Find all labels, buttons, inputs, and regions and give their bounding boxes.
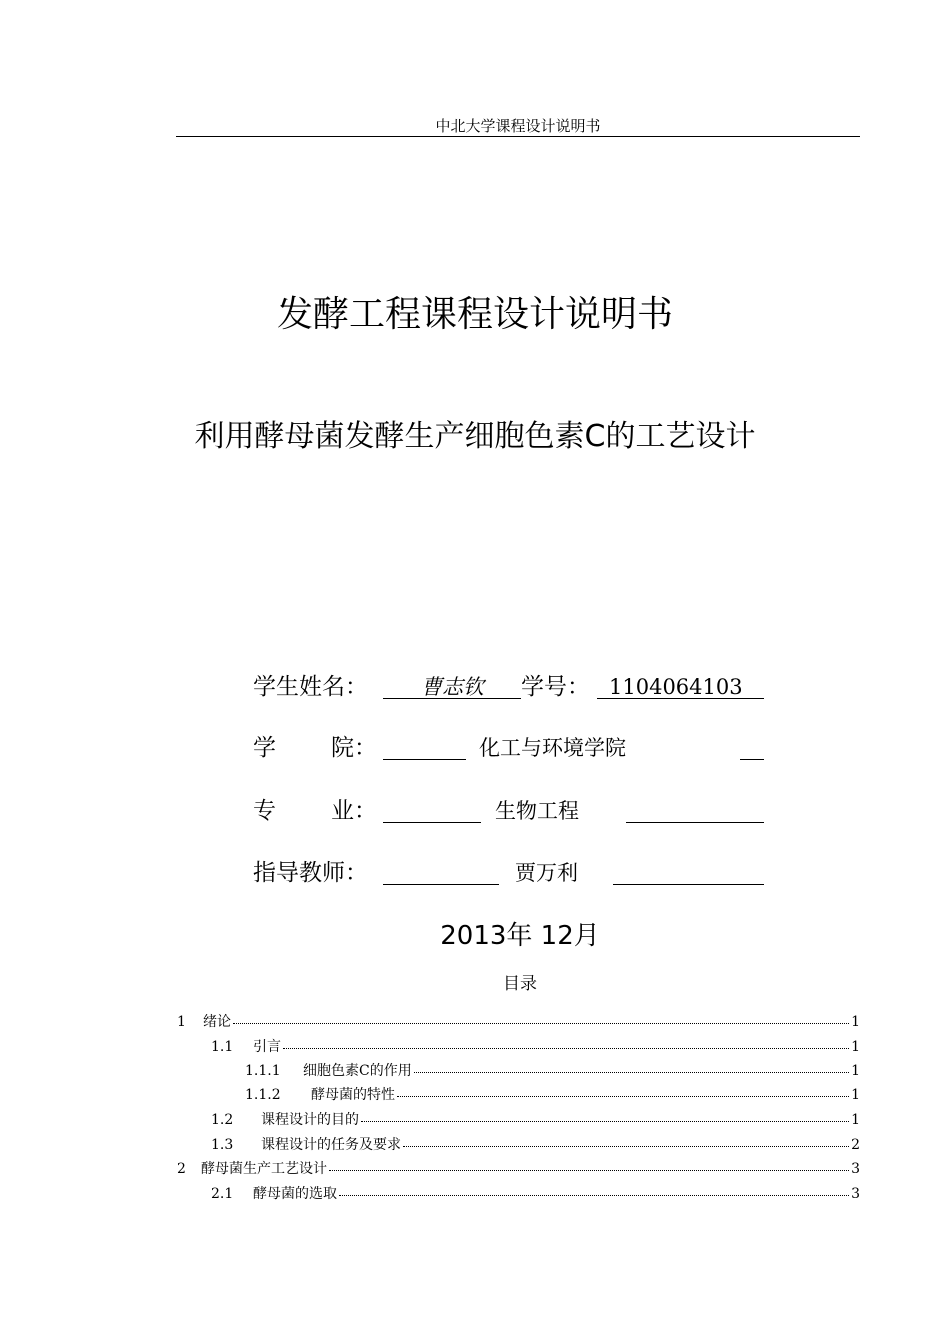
advisor-row <box>253 857 773 889</box>
toc-entry-number: 2.1 <box>211 1186 234 1202</box>
toc-entry-page: 1 <box>851 1014 860 1030</box>
college-row <box>253 732 773 764</box>
toc-entry-number: 1.1.2 <box>245 1087 281 1103</box>
toc-entry-number: 2 <box>177 1161 186 1177</box>
running-header: 中北大学课程设计说明书 <box>435 117 601 135</box>
major-blank-right <box>626 795 764 823</box>
toc-leader <box>414 1058 849 1073</box>
college-label-second: 院： <box>331 735 377 761</box>
toc-entry-text: 细胞色素C的作用 <box>303 1063 412 1079</box>
toc-entry[interactable] <box>245 1059 860 1083</box>
major-row <box>253 795 773 827</box>
toc-entry[interactable] <box>177 1157 860 1181</box>
toc-entry-number: 1.1.1 <box>245 1063 281 1079</box>
toc-leader <box>339 1181 849 1196</box>
toc-leader <box>329 1156 849 1171</box>
toc-entry-page: 3 <box>851 1186 860 1202</box>
toc-entry-page: 1 <box>851 1112 860 1128</box>
advisor-label: 指导教师： <box>253 860 368 886</box>
major-value: 生物工程 <box>495 799 579 823</box>
student-id-label: 学号： <box>521 674 590 700</box>
toc-entry-number: 1.1 <box>211 1039 234 1055</box>
toc-leader <box>403 1132 849 1147</box>
toc-entry-text: 酵母菌生产工艺设计 <box>201 1161 327 1177</box>
document-subtitle: 利用酵母菌发酵生产细胞色素C的工艺设计 <box>194 419 756 454</box>
major-label-first: 专 <box>253 798 276 824</box>
college-blank-left <box>383 732 466 760</box>
document-title: 发酵工程课程设计说明书 <box>276 294 673 335</box>
toc-entry-text: 酵母菌的特性 <box>311 1087 395 1103</box>
toc-entry[interactable] <box>177 1010 860 1034</box>
major-blank-left <box>383 795 481 823</box>
toc-entry-text: 引言 <box>253 1039 281 1055</box>
toc-entry-page: 1 <box>851 1039 860 1055</box>
student-id-value: 1104064103 <box>609 675 743 699</box>
toc-entry-number: 1 <box>177 1014 186 1030</box>
college-label-first: 学 <box>253 735 276 761</box>
student-label: 学生姓名： <box>253 674 368 700</box>
header-rule <box>176 136 860 137</box>
toc-entry[interactable] <box>211 1182 860 1206</box>
toc-entry[interactable] <box>211 1108 860 1132</box>
toc-entry-page: 1 <box>851 1087 860 1103</box>
toc-entry-text: 酵母菌的选取 <box>253 1186 337 1202</box>
toc-leader <box>361 1107 849 1122</box>
toc-entry-page: 2 <box>851 1137 860 1153</box>
toc-entry-text: 课程设计的任务及要求 <box>261 1137 401 1153</box>
toc-leader <box>283 1034 849 1049</box>
major-label-second: 业： <box>331 798 377 824</box>
college-value: 化工与环境学院 <box>479 736 626 760</box>
advisor-value: 贾万利 <box>515 861 578 885</box>
submission-date: 2013年 12月 <box>440 921 600 951</box>
advisor-blank-left <box>383 857 499 885</box>
student-value: 曹志钦 <box>421 675 484 699</box>
advisor-blank-right <box>613 857 764 885</box>
toc-entry[interactable] <box>211 1035 860 1059</box>
toc-entry-text: 绪论 <box>203 1014 231 1030</box>
toc-leader <box>233 1009 849 1024</box>
toc-leader <box>397 1082 849 1097</box>
toc-entry-number: 1.2 <box>211 1112 234 1128</box>
toc-entry[interactable] <box>245 1083 860 1107</box>
toc-entry-page: 3 <box>851 1161 860 1177</box>
college-blank-right <box>740 732 764 760</box>
student-row <box>253 671 773 703</box>
toc-title: 目录 <box>503 974 537 994</box>
toc-entry-page: 1 <box>851 1063 860 1079</box>
toc-entry-number: 1.3 <box>211 1137 234 1153</box>
toc-entry-text: 课程设计的目的 <box>261 1112 359 1128</box>
toc-entry[interactable] <box>211 1133 860 1157</box>
